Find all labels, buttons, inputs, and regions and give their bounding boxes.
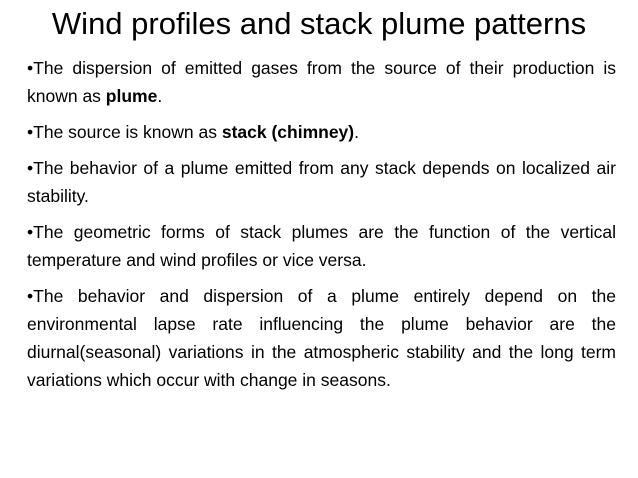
bullet-item bbox=[27, 54, 616, 110]
bullet-marker: • bbox=[27, 122, 34, 142]
bullet-text-end: . bbox=[157, 86, 163, 106]
bullet-marker: • bbox=[27, 158, 34, 178]
bullet-text: The source is known as bbox=[33, 122, 222, 142]
bullet-text: The dispersion of emitted gases from the source of their production is known as bbox=[27, 58, 616, 106]
slide-title: Wind profiles and stack plume patterns bbox=[51, 6, 587, 41]
bullet-item bbox=[27, 282, 616, 394]
bullet-marker: • bbox=[27, 222, 34, 242]
bullet-bold-term: plume bbox=[105, 86, 158, 106]
bullet-text: The geometric forms of stack plumes are the function of the vertical temperature and wind profiles or vice versa. bbox=[27, 222, 616, 270]
bullet-text-end: . bbox=[354, 122, 359, 142]
bullet-list bbox=[27, 54, 616, 402]
bullet-bold-term: stack (chimney) bbox=[221, 122, 355, 142]
bullet-item bbox=[27, 118, 616, 146]
bullet-marker: • bbox=[27, 58, 34, 78]
bullet-marker: • bbox=[27, 286, 34, 306]
bullet-item bbox=[27, 154, 616, 210]
bullet-text: The behavior of a plume emitted from any stack depends on localized air stability. bbox=[27, 158, 616, 206]
bullet-item bbox=[27, 218, 616, 274]
bullet-text: The behavior and dispersion of a plume entirely depend on the environmental lapse rate influencing the plume behavior are the diurnal(seasonal) variations in the atmospheric stability and the long term variations which occur with change in seasons. bbox=[27, 286, 616, 390]
